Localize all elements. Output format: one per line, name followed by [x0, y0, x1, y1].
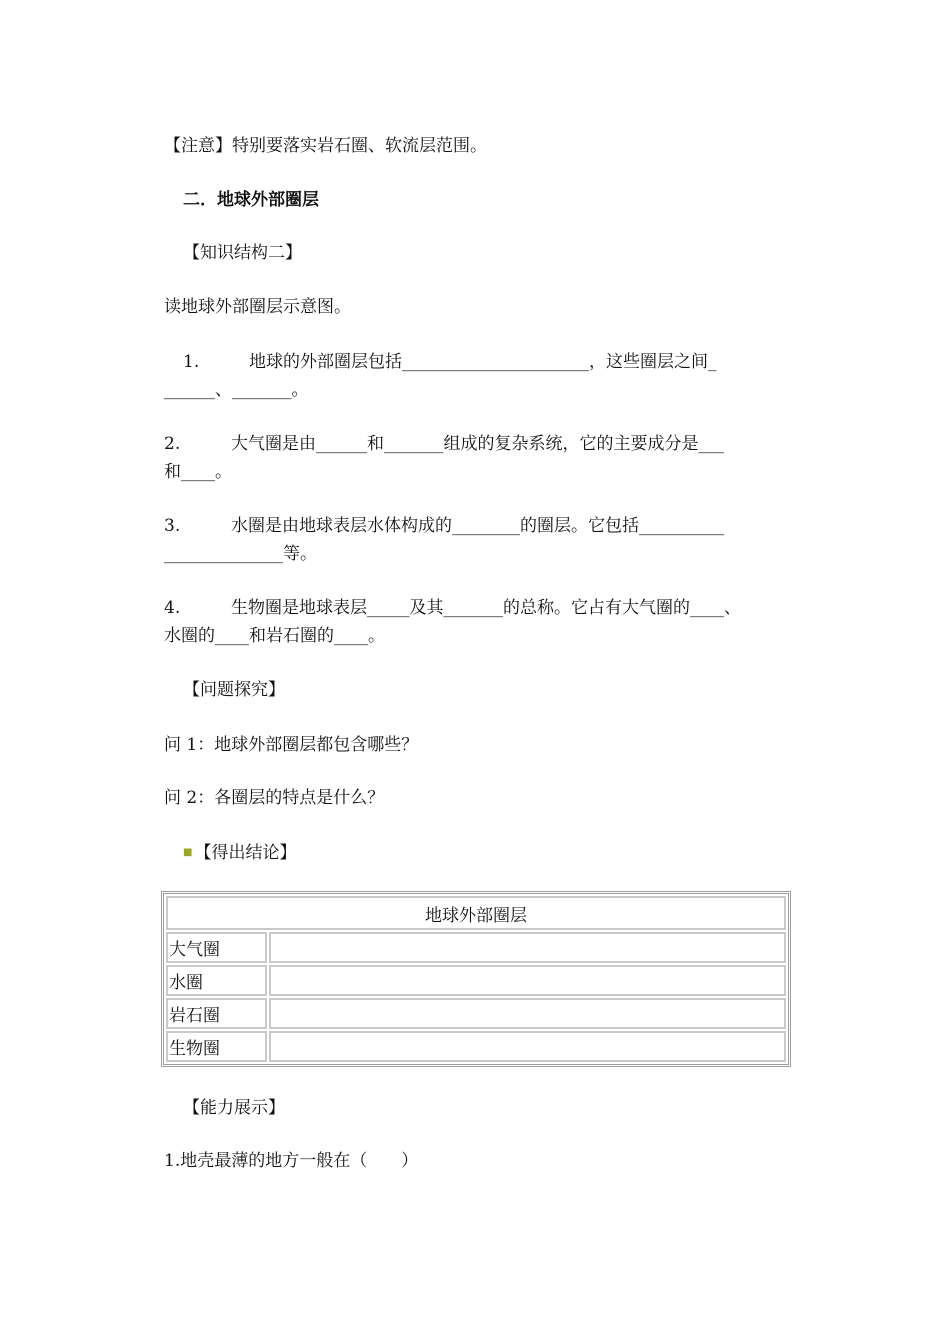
item-1-line2: ______、_______。 — [164, 380, 309, 400]
knowledge-heading: 【知识结构二】 — [183, 243, 302, 263]
table-row — [166, 965, 786, 996]
question-2: 问 2：各圈层的特点是什么？ — [164, 788, 385, 808]
question-1: 问 1：地球外部圈层都包含哪些？ — [164, 735, 419, 755]
table-row — [166, 1031, 786, 1062]
item-4-line1: 生物圈是地球表层_____及其_______的总称。它占有大气圈的____、 — [231, 598, 741, 618]
item-3-line2: ______________等。 — [164, 544, 317, 564]
ability-question-1: 1.地壳最薄的地方一般在（ ） — [164, 1151, 419, 1171]
row-cell-lithosphere[interactable] — [269, 998, 786, 1029]
item-3-number: 3. — [164, 516, 181, 536]
item-2-number: 2. — [164, 434, 181, 454]
item-3-line1: 水圈是由地球表层水体构成的________的圈层。它包括__________ — [231, 516, 724, 536]
row-label-atmosphere: 大气圈 — [166, 932, 267, 963]
item-4-number: 4. — [164, 598, 181, 618]
table-row — [166, 932, 786, 963]
item-4-line2: 水圈的____和岩石圈的____。 — [164, 626, 385, 646]
conclusion-heading: 【得出结论】 — [194, 843, 297, 863]
item-2-line1: 大气圈是由______和_______组成的复杂系统，它的主要成分是___ — [231, 434, 724, 454]
item-1-line1: 地球的外部圈层包括______________________，这些圈层之间_ — [249, 352, 717, 372]
bullet-dot-icon: ■ — [183, 847, 193, 858]
item-2-line2: 和____。 — [164, 462, 232, 482]
row-cell-hydrosphere[interactable] — [269, 965, 786, 996]
table-header: 地球外部圈层 — [166, 896, 786, 930]
outer-spheres-table — [161, 891, 791, 1067]
row-cell-atmosphere[interactable] — [269, 932, 786, 963]
inquiry-heading: 【问题探究】 — [183, 680, 285, 700]
ability-heading: 【能力展示】 — [183, 1098, 285, 1118]
intro-line: 读地球外部圈层示意图。 — [164, 297, 351, 317]
row-cell-biosphere[interactable] — [269, 1031, 786, 1062]
note-line: 【注意】特别要落实岩石圈、软流层范围。 — [164, 136, 487, 156]
row-label-hydrosphere: 水圈 — [166, 965, 267, 996]
row-label-biosphere: 生物圈 — [166, 1031, 267, 1062]
conclusion-heading-wrapper — [183, 842, 296, 864]
item-1-number: 1. — [183, 352, 200, 372]
section-title: 二．地球外部圈层 — [183, 190, 319, 210]
row-label-lithosphere: 岩石圈 — [166, 998, 267, 1029]
table-row — [166, 998, 786, 1029]
